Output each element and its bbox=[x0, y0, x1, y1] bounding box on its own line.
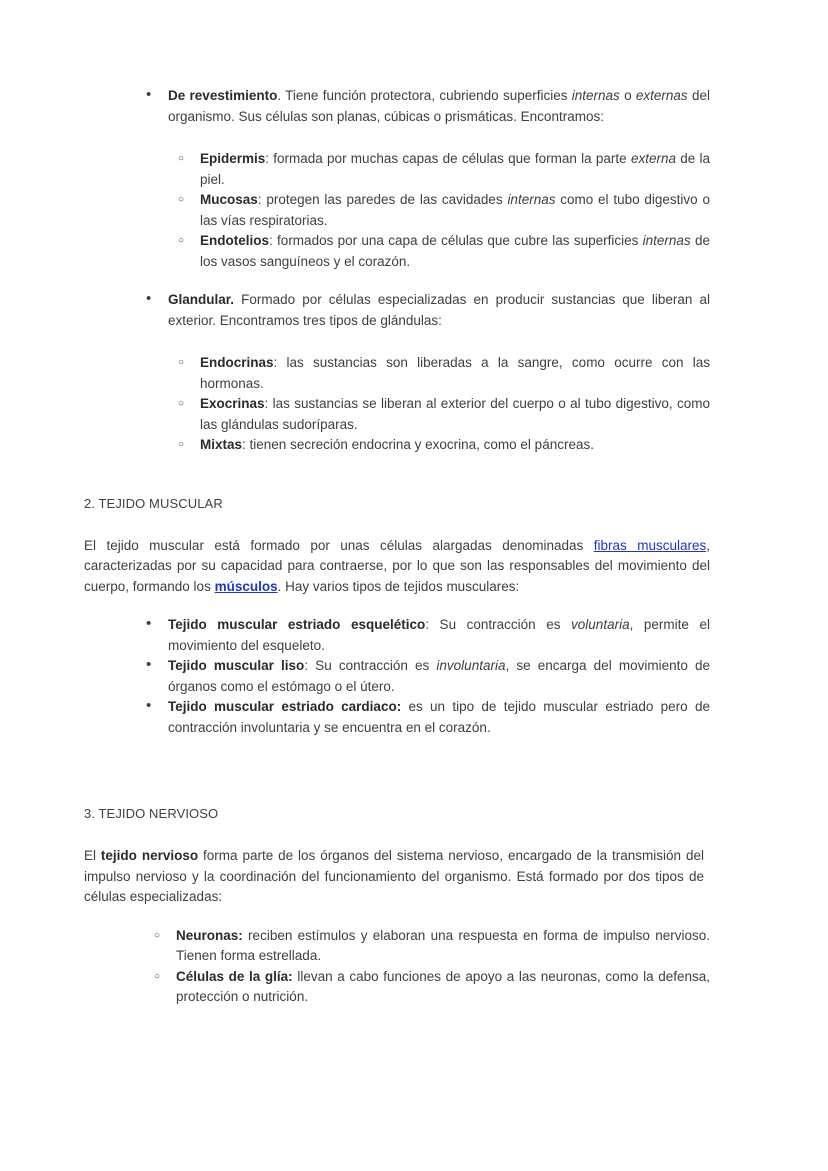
nervioso-intro-2: forma parte de los órganos del sistema nervioso, encargado de la transmisión del impulso nervioso y la coordinación del funcionamiento del organismo. Está formado por dos tipos de células especializadas: bbox=[84, 848, 704, 904]
mixtas-text-1: : tienen secreción endocrina y exocrina, como el páncreas. bbox=[242, 437, 594, 452]
mixtas-label: Mixtas bbox=[200, 437, 243, 452]
epidermis-em-1: externa bbox=[630, 151, 676, 166]
liso-label: Tejido muscular liso bbox=[168, 658, 305, 673]
muscular-list bbox=[118, 615, 710, 738]
document-content bbox=[84, 86, 711, 1008]
celulas-glia-text-1: llevan a cabo funciones de apoyo a las neuronas, como la defensa, protección o nutrición. bbox=[176, 968, 710, 1004]
revestimiento-text-1: . Tiene función protectora, cubriendo superficies bbox=[277, 88, 572, 103]
epidermis-text-2: de la piel. bbox=[200, 151, 710, 187]
glandular-label: Glandular. bbox=[168, 292, 235, 307]
glandular-text-1: Formado por células especializadas en producir sustancias que liberan al exterior. Encontramos tres tipos de glándulas: bbox=[168, 292, 710, 328]
celulas-glia-label: Células de la glía: bbox=[176, 968, 293, 984]
mucosas-text-2: como el tubo digestivo o las vías respiratorias. bbox=[200, 192, 710, 228]
nervioso-list bbox=[118, 926, 710, 1008]
nervioso-intro-1: El bbox=[84, 848, 101, 863]
endocrinas-label: Endocrinas bbox=[200, 355, 274, 370]
neuronas-label: Neuronas: bbox=[176, 927, 243, 943]
estriado-cardiaco-text-1: es un tipo de tejido muscular estriado pero de contracción involuntaria y se encuentra en el corazón. bbox=[168, 699, 710, 735]
list-item-estriado-esqueletico bbox=[118, 615, 710, 656]
estriado-esqueletico-text-2: , permite el movimiento del esqueleto. bbox=[168, 617, 710, 653]
muscular-intro-paragraph bbox=[84, 536, 710, 598]
link-fibras-musculares[interactable]: fibras musculares bbox=[593, 537, 707, 553]
revestimiento-label: De revestimiento bbox=[168, 88, 278, 103]
endotelios-text-2: de los vasos sanguíneos y el corazón. bbox=[200, 233, 710, 269]
epithelial-list bbox=[118, 86, 710, 127]
glandular-sublist bbox=[118, 353, 710, 456]
nervioso-intro-paragraph bbox=[84, 846, 704, 908]
list-item-neuronas bbox=[118, 926, 710, 967]
list-item-mucosas bbox=[118, 190, 710, 231]
estriado-esqueletico-text-1: : Su contracción es bbox=[425, 617, 572, 632]
list-item-mixtas bbox=[118, 435, 710, 456]
endocrinas-text-1: : las sustancias son liberadas a la sangre, como ocurre con las hormonas. bbox=[200, 355, 710, 391]
revestimiento-em-1: internas bbox=[571, 88, 620, 103]
mucosas-text-1: : protegen las paredes de las cavidades bbox=[257, 192, 508, 207]
exocrinas-label: Exocrinas bbox=[200, 396, 265, 411]
glandular-list bbox=[118, 290, 710, 331]
section-heading-nervioso: 3. TEJIDO NERVIOSO bbox=[84, 806, 219, 821]
list-item-epidermis bbox=[118, 149, 710, 190]
section-heading-muscular: 2. TEJIDO MUSCULAR bbox=[84, 495, 223, 511]
link-musculos[interactable]: músculos bbox=[214, 578, 278, 594]
list-item-celulas-glia bbox=[118, 967, 710, 1008]
list-item-estriado-cardiaco bbox=[118, 697, 710, 738]
liso-text-2: , se encarga del movimiento de órganos como el estómago o el útero. bbox=[168, 658, 711, 694]
endotelios-label: Endotelios bbox=[200, 233, 270, 248]
revestimiento-text-3: del organismo. Sus células son planas, cúbicas o prismáticas. Encontramos: bbox=[168, 88, 710, 124]
list-item-revestimiento bbox=[118, 86, 710, 127]
list-item-glandular bbox=[118, 290, 710, 331]
muscular-intro-2: , caracterizadas por su capacidad para contraerse, por lo que son las responsables del movimiento del cuerpo, formando los bbox=[84, 537, 710, 594]
estriado-cardiaco-label: Tejido muscular estriado cardiaco: bbox=[168, 699, 402, 714]
endotelios-text-1: : formados por una capa de células que cubre las superficies bbox=[269, 233, 643, 248]
estriado-esqueletico-em-1: voluntaria bbox=[571, 617, 630, 632]
endotelios-em-1: internas bbox=[642, 233, 691, 248]
epidermis-text-1: : formada por muchas capas de células que forman la parte bbox=[265, 151, 631, 166]
muscular-intro-3: . Hay varios tipos de tejidos musculares: bbox=[277, 578, 520, 594]
nervioso-intro-bold: tejido nervioso bbox=[100, 848, 199, 863]
revestimiento-text-2: o bbox=[619, 88, 636, 103]
revestimiento-em-2: externas bbox=[635, 88, 688, 103]
mucosas-label: Mucosas bbox=[200, 192, 258, 207]
exocrinas-text-1: : las sustancias se liberan al exterior del cuerpo o al tubo digestivo, como las glándulas sudoríparas. bbox=[200, 396, 710, 432]
revestimiento-sublist bbox=[118, 149, 710, 272]
mucosas-em-1: internas bbox=[507, 192, 556, 207]
list-item-endotelios bbox=[118, 231, 710, 272]
liso-em-1: involuntaria bbox=[436, 658, 506, 673]
epidermis-label: Epidermis bbox=[200, 151, 266, 166]
list-item-exocrinas bbox=[118, 394, 710, 435]
muscular-intro-1: El tejido muscular está formado por unas células alargadas denominadas bbox=[84, 537, 594, 553]
list-item-liso bbox=[118, 656, 710, 697]
list-item-endocrinas bbox=[118, 353, 710, 394]
liso-text-1: : Su contracción es bbox=[304, 658, 437, 673]
estriado-esqueletico-label: Tejido muscular estriado esquelético bbox=[168, 617, 426, 632]
neuronas-text-1: reciben estímulos y elaboran una respuesta en forma de impulso nervioso. Tienen forma estrellada. bbox=[176, 927, 710, 963]
